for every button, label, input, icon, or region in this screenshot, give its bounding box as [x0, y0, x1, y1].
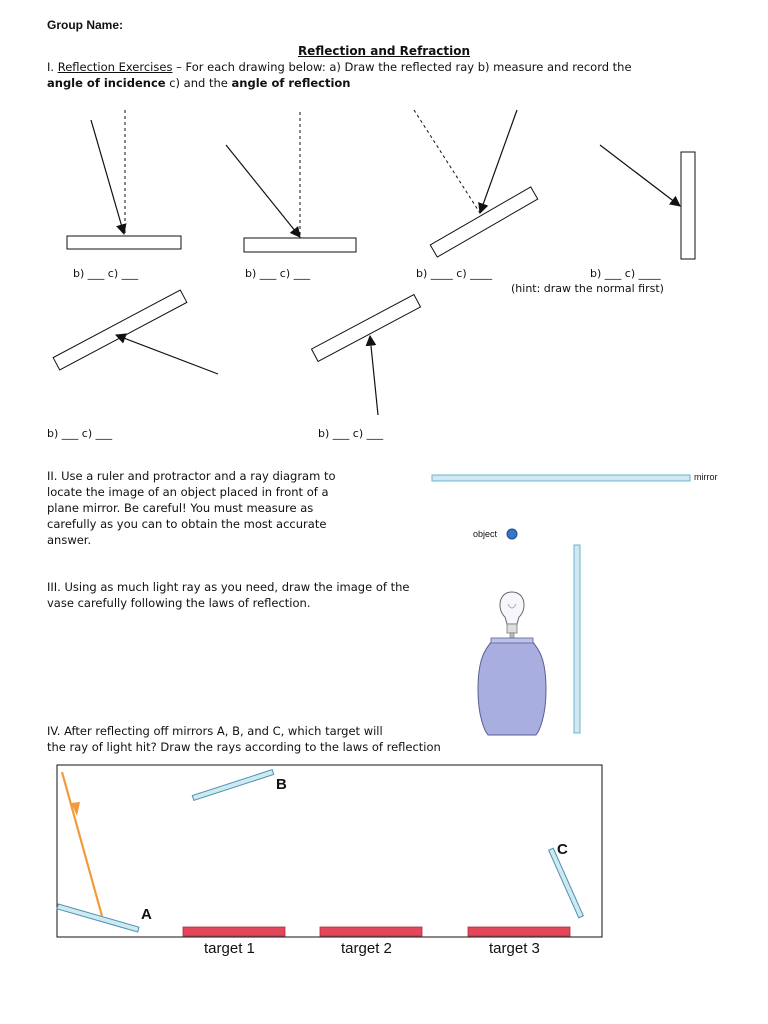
mirror-a [57, 904, 139, 932]
mirror-b [192, 770, 273, 801]
section-4-diagram [57, 765, 602, 937]
exercise-4-diagram [600, 145, 695, 259]
vase-shape [478, 640, 546, 735]
section-1-text-a: – For each drawing below: a) Draw the reflected ray b) measure and record the [172, 60, 632, 74]
page-title: Reflection and Refraction [297, 44, 471, 58]
section-4-line-2: the ray of light hit? Draw the rays according to the laws of reflection [47, 740, 441, 754]
section-2-instructions [47, 468, 427, 548]
exercise-6-incident-ray [370, 336, 378, 415]
target-1-label: target 1 [204, 940, 255, 957]
section-1-numeral: I. [47, 60, 55, 74]
exercise-6-diagram [312, 295, 421, 415]
exercise-6-answer[interactable]: b) ___ c) ___ [318, 427, 384, 440]
exercise-3-normal [414, 110, 480, 213]
mirror-c-label: C [557, 841, 568, 858]
exercise-3-mirror [430, 187, 537, 257]
exercise-2-answer[interactable]: b) ___ c) ___ [245, 267, 311, 280]
section-2-line-4: carefully as you can to obtain the most accurate [47, 517, 327, 531]
mirror-a-label: A [141, 906, 152, 923]
exercise-2-diagram [226, 112, 356, 252]
mirror-c [549, 848, 584, 918]
exercise-1-answer[interactable]: b) ___ c) ___ [73, 267, 139, 280]
section-4-line-1: IV. After reflecting off mirrors A, B, and C, which target will [47, 724, 383, 738]
mirror-b-label: B [276, 776, 287, 793]
vase-diagram [478, 545, 580, 735]
exercise-3-answer[interactable]: b) ____ c) ____ [416, 267, 493, 280]
exercise-5-incident-ray [116, 335, 218, 374]
section-4-instructions [47, 723, 517, 755]
section-3-line-1: III. Using as much light ray as you need, draw the image of the [47, 580, 410, 594]
section-3-mirror [574, 545, 580, 733]
angle-of-incidence-term: angle of incidence [47, 76, 166, 90]
hint-text: (hint: draw the normal first) [511, 282, 664, 295]
lamp-socket [507, 624, 517, 633]
exercise-5-mirror [53, 290, 187, 370]
light-ray [62, 772, 102, 916]
exercise-5-answer[interactable]: b) ___ c) ___ [47, 427, 113, 440]
section-1-text-b: c) and the [165, 76, 232, 90]
exercise-2-mirror [244, 238, 356, 252]
angle-of-reflection-term: angle of reflection [231, 76, 351, 90]
plane-mirror-section-2 [432, 475, 690, 539]
section-4-box [57, 765, 602, 937]
group-name-label: Group Name: [47, 18, 124, 32]
exercise-3-diagram [414, 110, 538, 257]
exercise-2-incident-ray [226, 145, 300, 237]
section-2-line-2: locate the image of an object placed in front of a [47, 485, 329, 499]
section-3-line-2: vase carefully following the laws of reflection. [47, 596, 311, 610]
section-2-line-5: answer. [47, 533, 92, 547]
target-2-bar [320, 927, 422, 936]
exercise-1-mirror [67, 236, 181, 249]
section-3-instructions [47, 579, 477, 611]
exercise-6-mirror [312, 295, 421, 362]
exercise-1-diagram [67, 110, 181, 249]
exercise-5-diagram [53, 290, 218, 374]
mirror-label: mirror [694, 472, 718, 482]
section-2-line-3: plane mirror. Be careful! You must measure as [47, 501, 314, 515]
target-3-label: target 3 [489, 940, 540, 957]
exercise-4-answer[interactable]: b) ___ c) ____ [590, 267, 661, 280]
exercise-1-incident-ray [91, 120, 124, 234]
object-dot [507, 529, 517, 539]
exercise-4-incident-ray [600, 145, 680, 206]
target-2-label: target 2 [341, 940, 392, 957]
object-label: object [473, 529, 498, 539]
section-1-heading: Reflection Exercises [57, 60, 173, 74]
section-2-line-1: II. Use a ruler and protractor and a ray diagram to [47, 469, 336, 483]
target-1-bar [183, 927, 285, 936]
target-3-bar [468, 927, 570, 936]
exercise-4-mirror [681, 152, 695, 259]
section-2-mirror [432, 475, 690, 481]
